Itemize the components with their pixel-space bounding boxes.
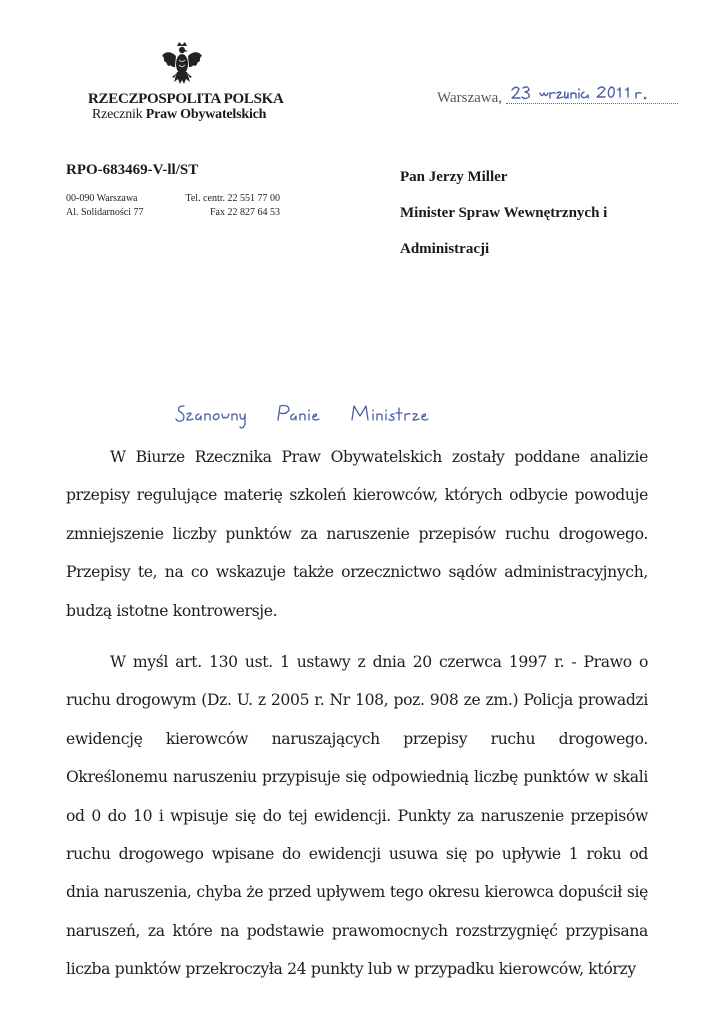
org-name: RZECZPOSPOLITA POLSKA — [88, 91, 284, 107]
body-paragraph-2: W myśl art. 130 ust. 1 ustawy z dnia 20 czerwca 1997 r. - Prawo o ruchu drogowym (Dz. U. z 2005 r. Nr 108, poz. 908 ze zm.) Policja prowadzi ewidencję kierowców naruszających przepisy ruchu drogowego. Określonemu naruszeniu przypisuje się odpowiednią liczbę punktów w skali od 0 do 10 i wpisuje się do tej ewidencji. Punkty za naruszenie przepisów ruchu drogowego wpisane do ewidencji usuwa się po upływie 1 roku od dnia naruszenia, chyba że przed upływem tego okresu kierowca dopuścił się naruszeń, za które na podstawie prawomocnych rozstrzygnięć przypisana liczba punktów przekroczyła 24 punkty lub w przypadku kierowców, którzy — [66, 653, 648, 979]
reference-number: RPO-683469-V-ll/ST — [66, 162, 199, 178]
fax-number: Fax 22 827 64 53 — [210, 207, 280, 218]
phone-number: Tel. centr. 22 551 77 00 — [185, 193, 280, 204]
org-subtitle-bold: Praw Obywatelskich — [145, 107, 267, 122]
recipient-title-line-1: Minister Spraw Wewnętrznych i — [400, 205, 608, 221]
address-line-1: 00-090 Warszawa — [66, 193, 138, 204]
org-subtitle — [92, 107, 292, 123]
recipient-name: Pan Jerzy Miller — [400, 169, 508, 185]
address-line-2: Al. Solidarności 77 — [66, 207, 144, 218]
body-paragraph-1: W Biurze Rzecznika Praw Obywatelskich zostały poddane analizie przepisy regulujące materię szkoleń kierowców, których odbycie powoduje zmniejszenie liczby punktów za naruszenie przepisów ruchu drogowego. Przepisy te, na co wskazuje także orzecznictwo sądów administracyjnych, budzą istotne kontrowersje. — [66, 448, 648, 620]
sender-address — [66, 192, 144, 220]
polish-eagle-emblem-icon — [160, 40, 204, 90]
recipient-title-line-2: Administracji — [400, 241, 490, 257]
letter-body — [66, 438, 648, 989]
org-subtitle-plain: Rzecznik — [92, 107, 143, 122]
recipient-block — [400, 159, 700, 267]
sender-contact — [178, 192, 280, 220]
handwritten-salutation — [174, 400, 484, 434]
handwritten-date — [508, 82, 678, 106]
date-city: Warszawa, — [437, 90, 503, 106]
